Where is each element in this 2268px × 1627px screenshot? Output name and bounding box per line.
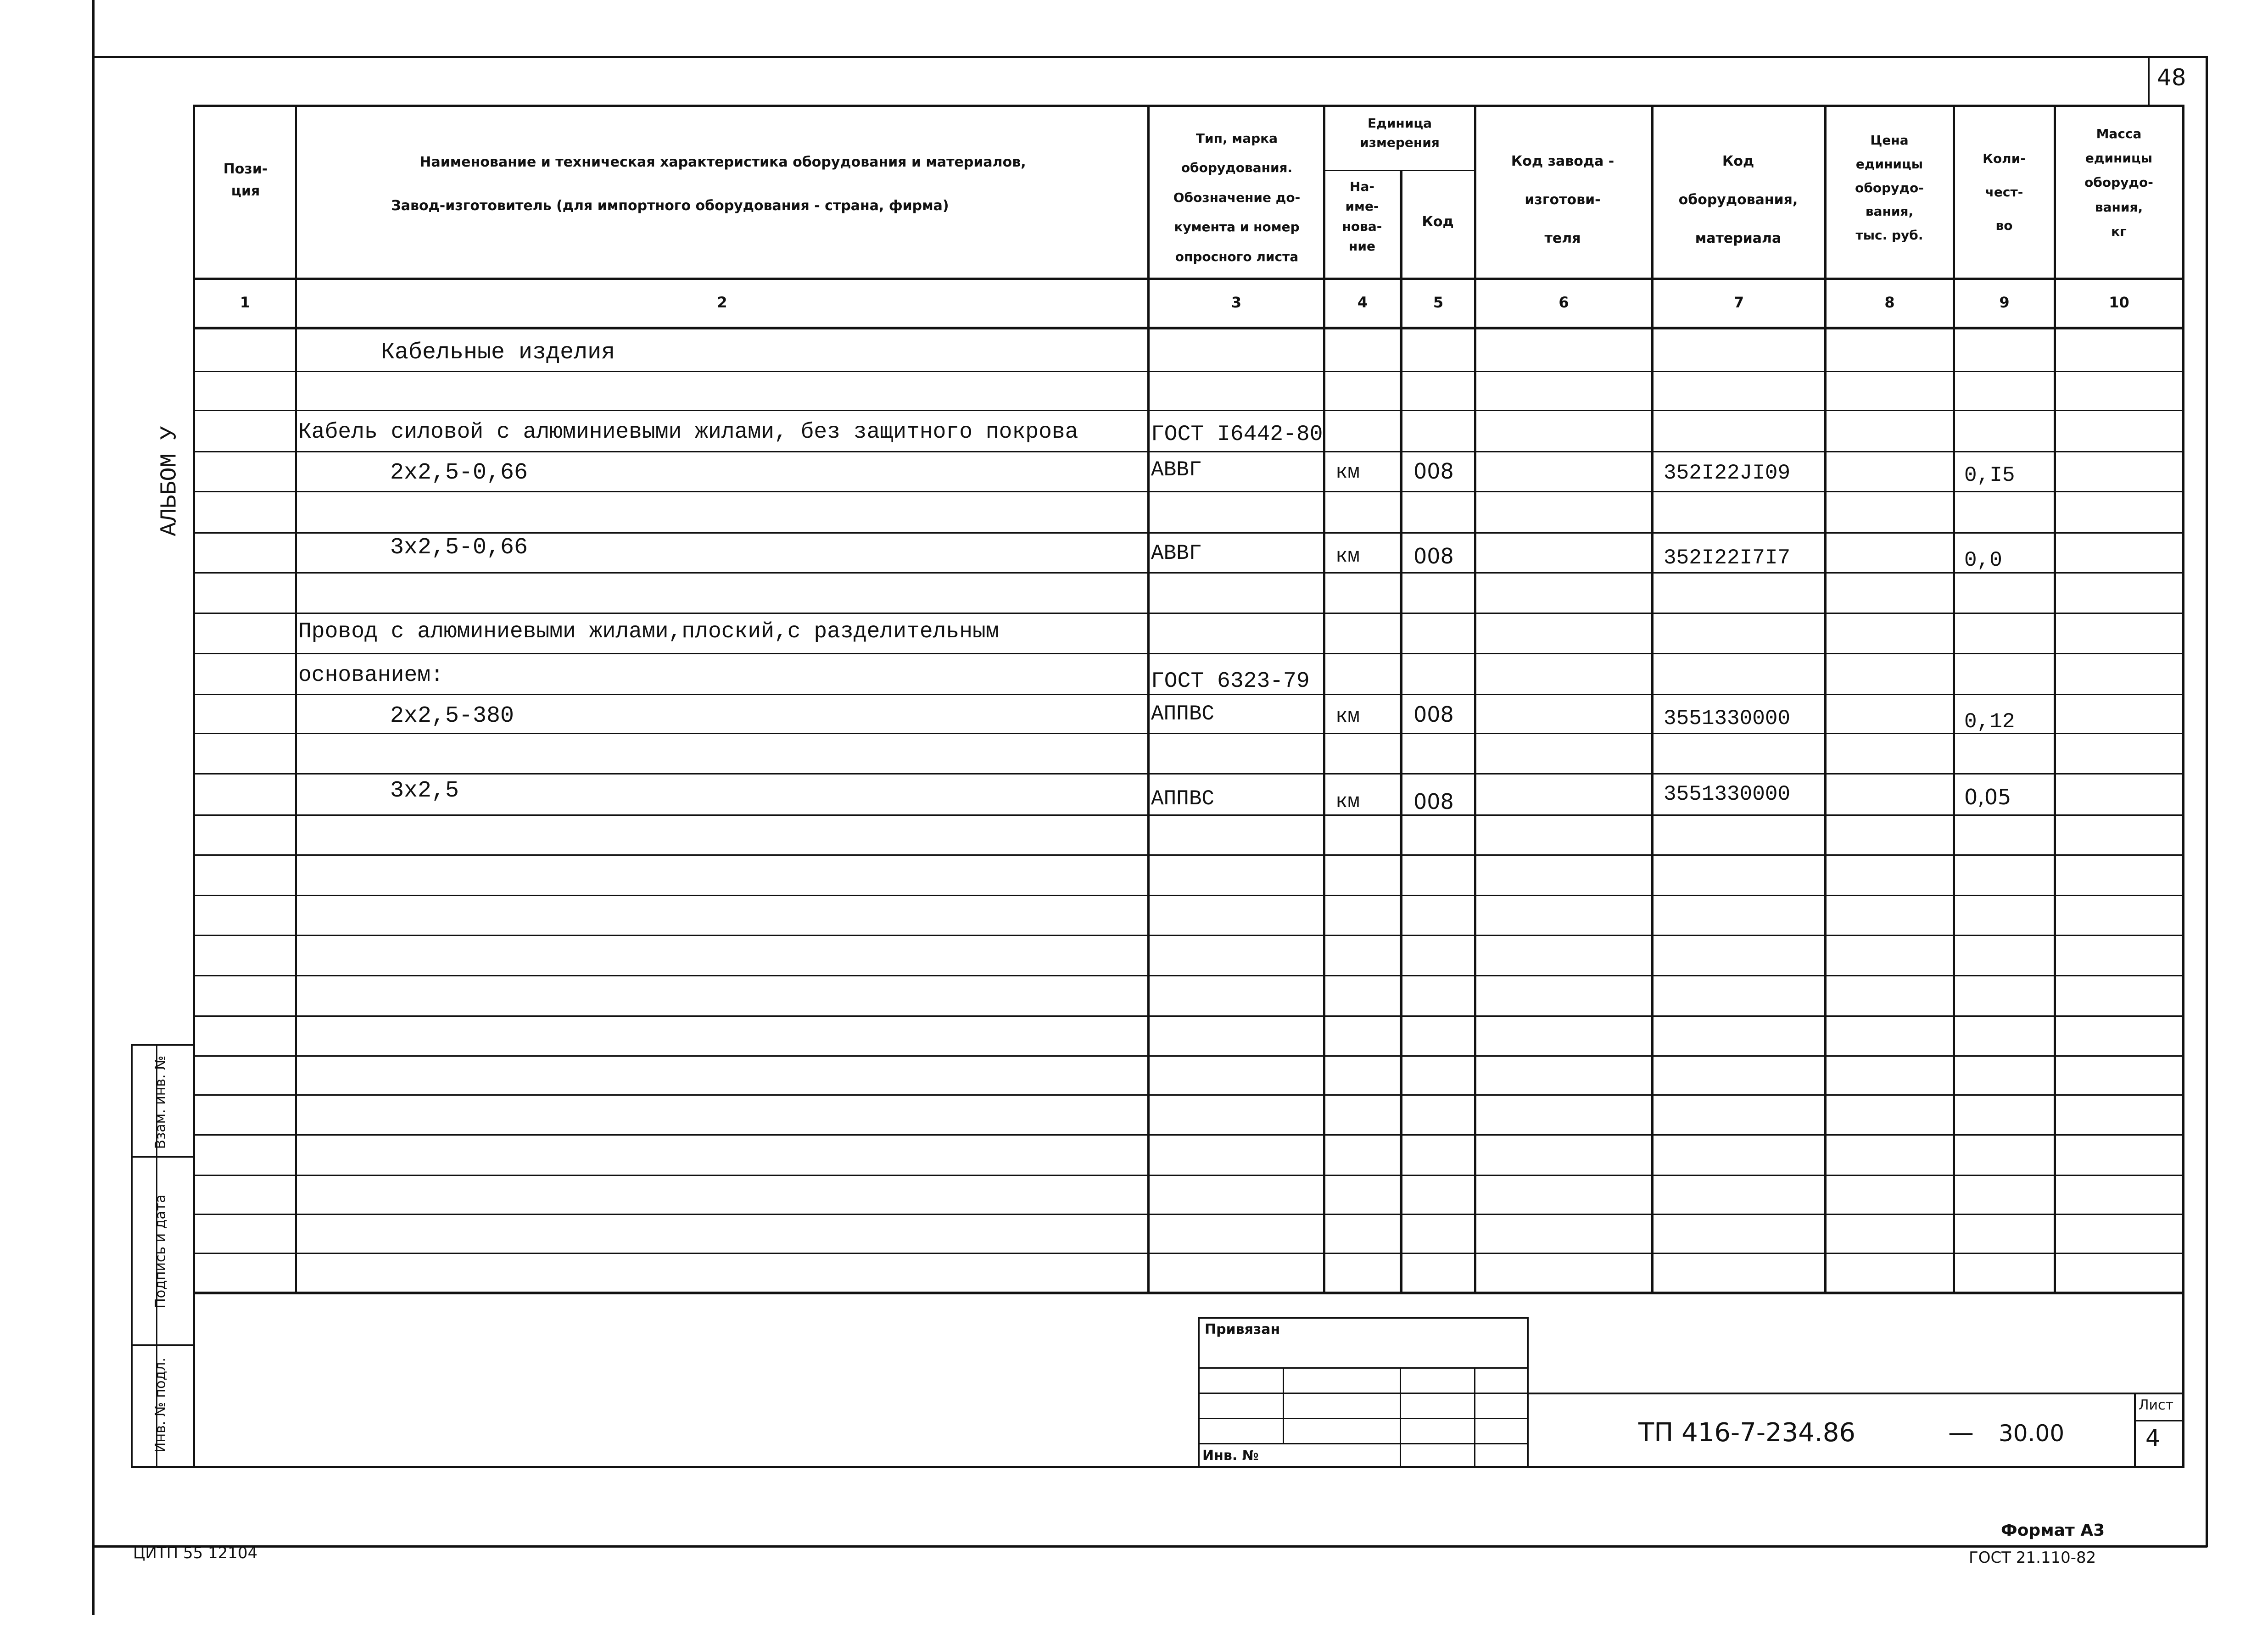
colnum-2: 2 (717, 294, 727, 311)
bottom-border (92, 1545, 2207, 1548)
header-position: Пози- ция (223, 161, 268, 199)
row-unit: км (1335, 791, 1360, 814)
header-factory-code: Код завода - изготови- теля (1511, 153, 1614, 246)
row-line (193, 935, 2184, 936)
row-line (193, 1253, 2184, 1254)
col-line-10 (2182, 105, 2184, 1467)
row-name: Провод с алюминиевыми жилами,плоский,с разделительным (298, 619, 999, 644)
row-name: 3х2,5 (390, 778, 459, 804)
header-name-line1: Наименование и техническая характеристика оборудования и материалов, (419, 154, 1026, 170)
col-line-9 (2054, 105, 2056, 1293)
unit-group-divider (1323, 170, 1476, 171)
side-stamp-inv-orig: Инв. № подл. (152, 1358, 169, 1453)
row-name: основанием: (298, 663, 444, 688)
row-name: 2х2,5-380 (390, 703, 514, 729)
row-line (193, 975, 2184, 976)
row-line (193, 1094, 2184, 1096)
header-unit-code: Код (1422, 214, 1454, 230)
row-unit-code: 008 (1413, 789, 1454, 814)
bound-box-col1 (1283, 1367, 1284, 1443)
row-line (193, 733, 2184, 734)
colnum-bottom (193, 327, 2184, 329)
row-name: 3х2,5-0,66 (390, 535, 528, 561)
row-type: АВВГ (1151, 541, 1202, 565)
row-material-code: 3551330000 (1664, 782, 1791, 806)
row-name: 2х2,5-0,66 (390, 460, 528, 486)
page-number: 48 (2157, 64, 2186, 91)
sheet-label: Лист (2139, 1397, 2174, 1413)
header-unit-name: На- име- нова- ние (1342, 179, 1382, 254)
col-line-7 (1824, 105, 1827, 1293)
row-line (193, 491, 2184, 492)
row-material-code: 352I22JI09 (1664, 461, 1791, 485)
table-top (193, 105, 2184, 107)
row-line (193, 451, 2184, 452)
colnum-8: 8 (1884, 294, 1895, 311)
right-border (2206, 56, 2208, 1547)
row-type: АППВС (1151, 702, 1215, 726)
colnum-1: 1 (240, 294, 251, 311)
row-line (193, 613, 2184, 614)
colnum-7: 7 (1733, 294, 1744, 311)
row-unit: км (1335, 545, 1360, 568)
row-line (193, 814, 2184, 816)
row-line (193, 1175, 2184, 1176)
row-material-code: 352I22I7I7 (1664, 546, 1791, 570)
album-label: АЛЬБОМ У (156, 426, 183, 536)
table-bottom (193, 1292, 2184, 1294)
col-line-4 (1400, 170, 1402, 1294)
row-line (193, 410, 2184, 411)
col-line-1 (295, 105, 297, 1293)
doc-suffix: 30.00 (1999, 1420, 2065, 1447)
side-stamp-sign-date: Подпись и дата (152, 1194, 169, 1309)
page-number-box-left (2148, 56, 2150, 106)
row-type: АППВС (1151, 787, 1215, 811)
header-type: Тип, марка оборудования. Обозначение до- кумента и номер опросного листа (1173, 131, 1301, 264)
bound-label: Привязан (1205, 1321, 1280, 1337)
row-line (193, 773, 2184, 774)
header-price: Цена единицы оборудо- вания, тыс. руб. (1855, 133, 1924, 243)
row-line (193, 895, 2184, 896)
left-border (92, 0, 95, 1615)
header-bottom (193, 278, 2184, 280)
row-quantity: 0,12 (1964, 710, 2015, 734)
header-name-line2: Завод-изготовитель (для импортного оборудования - страна, фирма) (391, 198, 949, 214)
colnum-6: 6 (1559, 294, 1569, 311)
col-line-5 (1474, 105, 1476, 1293)
section-title: Кабельные изделия (381, 340, 615, 366)
col-line-6 (1651, 105, 1654, 1293)
bound-box-line3 (1198, 1418, 1528, 1419)
footer-gost: ГОСТ 21.110-82 (1969, 1549, 2096, 1567)
col-line-8 (1953, 105, 1955, 1293)
row-quantity: 0,05 (1964, 785, 2011, 809)
colnum-5: 5 (1433, 294, 1444, 311)
row-unit-code: 008 (1413, 459, 1454, 484)
col-line-3 (1323, 105, 1325, 1293)
colnum-4: 4 (1357, 294, 1368, 311)
row-line (193, 532, 2184, 534)
row-line (193, 1015, 2184, 1017)
top-border (92, 56, 2207, 58)
doc-code: ТП 416-7-234.86 (1638, 1418, 1855, 1448)
doc-dash: — (1948, 1418, 1974, 1448)
side-stamp-left (131, 1044, 133, 1466)
colnum-9: 9 (1999, 294, 2010, 311)
row-unit: км (1335, 461, 1360, 484)
header-mass: Масса единицы оборудо- вания, кг (2084, 126, 2153, 239)
footer-format: Формат А3 (2001, 1521, 2105, 1540)
colnum-3: 3 (1231, 294, 1242, 311)
colnum-10: 10 (2109, 294, 2129, 311)
row-line (193, 1214, 2184, 1215)
sheet-box-left (2134, 1393, 2136, 1466)
row-line (193, 653, 2184, 654)
row-unit-code: 008 (1413, 544, 1454, 568)
bound-box-top (1198, 1317, 1528, 1319)
row-unit: км (1335, 705, 1360, 728)
bound-box-col2 (1400, 1367, 1401, 1466)
footer-citp: ЦИТП 55 12104 (133, 1544, 258, 1562)
bound-box-line1 (1198, 1367, 1528, 1369)
header-material-code: Код оборудования, материала (1678, 153, 1798, 246)
col-line-2 (1147, 105, 1150, 1293)
row-quantity: 0,0 (1964, 548, 2002, 572)
header-unit-group: Единица измерения (1360, 116, 1440, 150)
row-type: АВВГ (1151, 458, 1202, 482)
row-material-code: 3551330000 (1664, 707, 1791, 730)
row-line (193, 854, 2184, 856)
row-type: ГОСТ I6442-80 (1151, 422, 1323, 447)
side-stamp-vzam: Взам. инв. № (152, 1055, 169, 1149)
row-line (193, 1055, 2184, 1057)
doc-code-top (1528, 1393, 2184, 1394)
row-line (193, 572, 2184, 574)
inv-label: Инв. № (1202, 1448, 1259, 1464)
row-line (193, 371, 2184, 372)
sheet-number: 4 (2145, 1425, 2160, 1451)
row-line (193, 1134, 2184, 1136)
sheet-box-mid (2134, 1420, 2184, 1421)
bound-box-line4 (1198, 1443, 1528, 1444)
row-name: Кабель силовой с алюминиевыми жилами, без защитного покрова (298, 420, 1078, 445)
row-unit-code: 008 (1413, 702, 1454, 727)
bound-box-line2 (1198, 1393, 1528, 1394)
title-block-bottom (131, 1466, 2184, 1468)
row-line (193, 694, 2184, 695)
row-type: ГОСТ 6323-79 (1151, 669, 1310, 694)
bound-box-col3 (1474, 1367, 1475, 1466)
header-quantity: Коли- чест- во (1983, 151, 2026, 233)
row-quantity: 0,I5 (1964, 463, 2015, 487)
